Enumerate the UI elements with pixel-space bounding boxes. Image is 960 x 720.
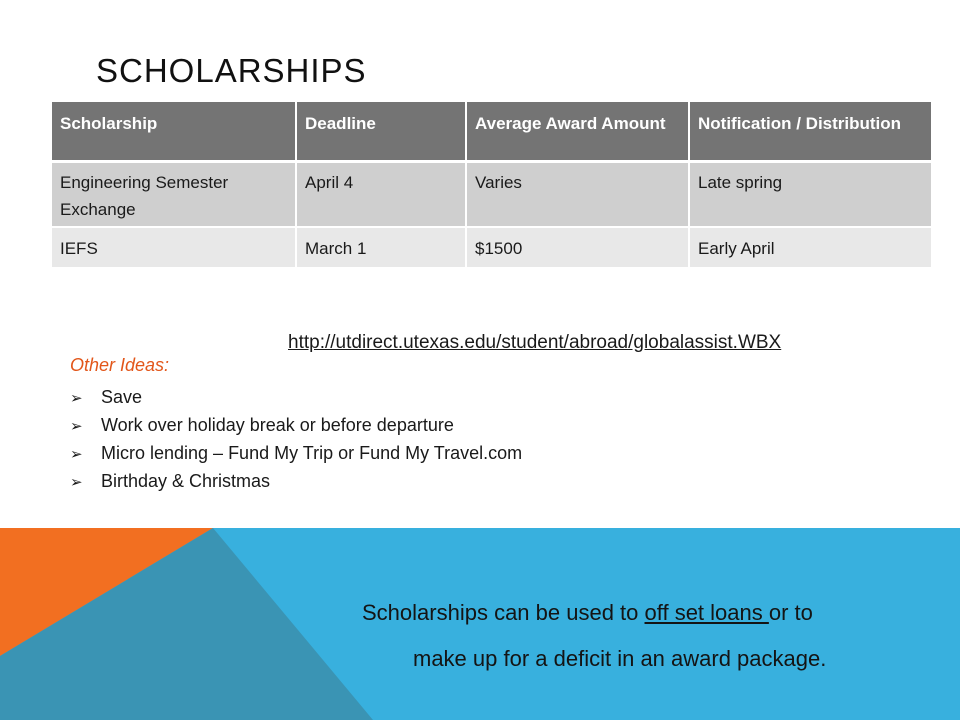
arrow-bullet-icon: ➢	[70, 418, 83, 435]
globalassist-link[interactable]: http://utdirect.utexas.edu/student/abroad/globalassist.WBX	[288, 332, 782, 353]
callout-text: or to	[768, 600, 813, 625]
other-ideas-heading: Other Ideas:	[70, 355, 170, 375]
callout-text: Scholarships can be used to	[362, 600, 645, 625]
table-cell: $1500	[466, 227, 689, 268]
list-item	[70, 383, 522, 411]
table-cell: April 4	[296, 161, 466, 227]
table-row	[52, 227, 932, 268]
callout-underlined-text: off set loans	[644, 600, 769, 625]
list-item-text: Birthday & Christmas	[101, 471, 271, 491]
table-cell: Early April	[689, 227, 932, 268]
list-item-text: Micro lending – Fund My Trip or Fund My Travel.com	[101, 443, 523, 463]
arrow-bullet-icon: ➢	[70, 390, 83, 407]
table-row	[52, 161, 932, 227]
callout-line-2: make up for a deficit in an award package.	[413, 646, 827, 671]
table-header-cell: Deadline	[296, 102, 466, 161]
table-cell: IEFS	[52, 227, 296, 268]
list-item	[70, 467, 522, 495]
table-cell: Engineering Semester Exchange	[52, 161, 296, 227]
table-cell: March 1	[296, 227, 466, 268]
callout-line-1	[362, 600, 813, 626]
list-item	[70, 411, 522, 439]
list-item-text: Work over holiday break or before departure	[101, 415, 454, 435]
table-header-cell: Notification / Distribution	[689, 102, 932, 161]
slide-title: SCHOLARSHIPS	[96, 52, 367, 89]
arrow-bullet-icon: ➢	[70, 474, 83, 491]
list-item	[70, 439, 522, 467]
table-header-cell: Average Award Amount	[466, 102, 689, 161]
arrow-bullet-icon: ➢	[70, 446, 83, 463]
other-ideas-list	[70, 383, 522, 495]
table-cell: Varies	[466, 161, 689, 227]
table-cell: Late spring	[689, 161, 932, 227]
list-item-text: Save	[101, 387, 143, 407]
table-header-cell: Scholarship	[52, 102, 296, 161]
table-header-row	[52, 102, 932, 161]
scholarship-table	[52, 102, 933, 269]
